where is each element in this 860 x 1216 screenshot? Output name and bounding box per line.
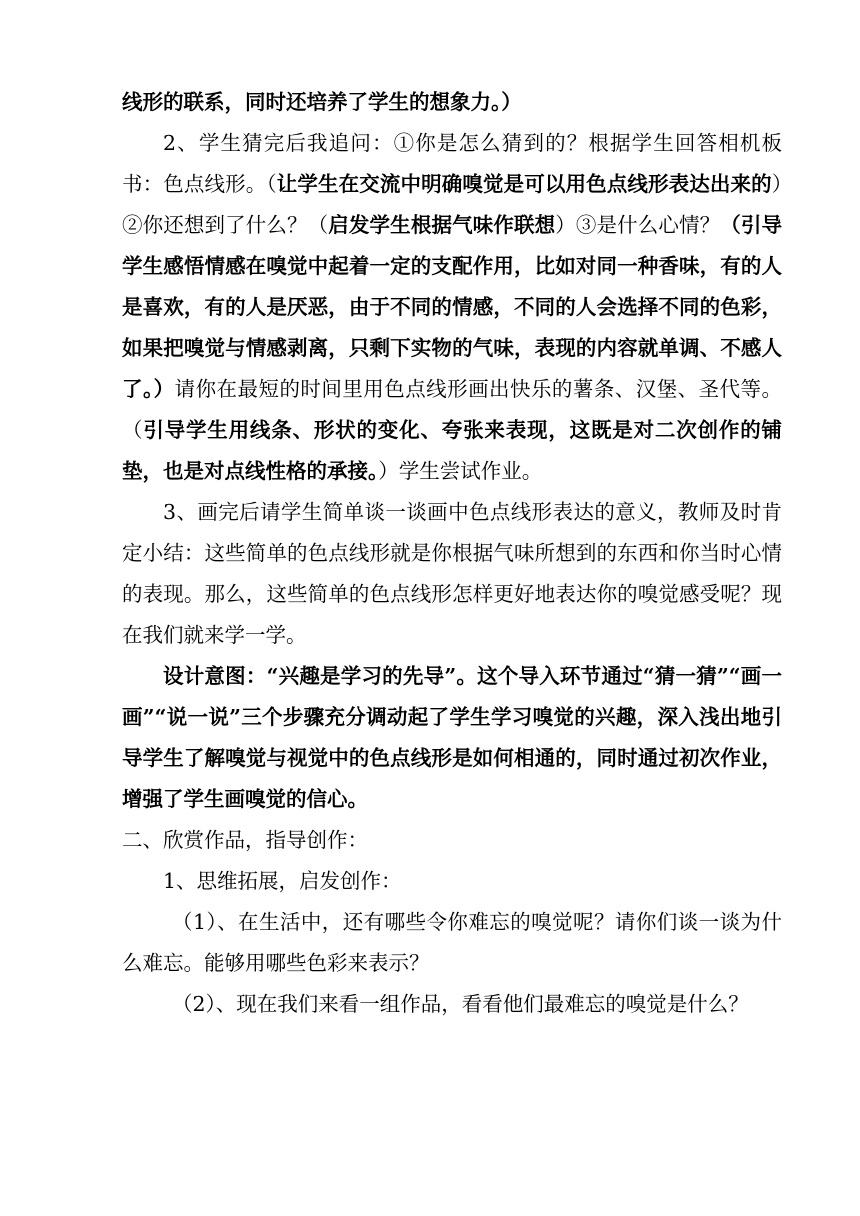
heading-text: 1、思维拓展，启发创作：	[163, 869, 402, 893]
paragraph-text: （1）、在生活中，还有哪些令你难忘的嗅觉呢？请你们谈一谈为什么难忘。能够用哪些色彩来表示？	[122, 910, 782, 975]
paragraph-step-2	[122, 123, 782, 492]
paragraph-text: 3、画完后请学生简单谈一谈画中色点线形表达的意义，教师及时肯定小结：这些简单的色点线形就是你根据气味所想到的东西和你当时心情的表现。那么，这些简单的色点线形怎样更好地表达你的嗅觉感受呢？现在我们就来学一学。	[122, 500, 782, 647]
bold-annotation: 启发学生根据气味作联想	[328, 213, 556, 237]
paragraph-text: ）②你还想到了什么？（	[122, 172, 782, 237]
bold-annotation: 引导学生用线条、形状的变化、夸张来表现，这既是对二次创作的铺垫，也是对点线性格的承接。	[122, 418, 783, 483]
bold-annotation: （引导学生感悟情感在嗅觉中起着一定的支配作用，比如对同一种香味，有的人是喜欢，有的人是厌恶，由于不同的情感，不同的人会选择不同的色彩，如果把嗅觉与情感剥离，只剩下实物的气味，表现的内容就单调、不感人了。）	[122, 213, 783, 401]
paragraph-text: 线形的联系，同时还培养了学生的想象力。）	[122, 90, 522, 114]
document-body	[122, 82, 782, 1025]
paragraph-question-1	[122, 902, 782, 984]
subsection-heading	[122, 861, 782, 902]
section-heading	[122, 820, 782, 861]
paragraph-design-intent	[122, 656, 782, 820]
bold-annotation: 让学生在交流中明确嗅觉是可以用色点线形表达出来的	[276, 172, 772, 196]
paragraph-question-2	[122, 984, 782, 1025]
paragraph-step-3	[122, 492, 782, 656]
paragraph-text: 设计意图：“兴趣是学习的先导”。这个导入环节通过“猜一猜”“画一画”“说一说”三个步骤充分调动起了学生学习嗅觉的兴趣，深入浅出地引导学生了解嗅觉与视觉中的色点线形是如何相通的，同时通过初次作业，增强了学生画嗅觉的信心。	[122, 664, 782, 811]
paragraph-text: 2、学生猜完后我追问：①你是怎么猜到的？根据学生回答相机板书：色点线形。（	[122, 131, 782, 196]
paragraph-text: 请你在最短的时间里用色点线形画出快乐的薯条、汉堡、圣代等。（	[122, 377, 783, 442]
paragraph-text: ）③是什么心情？	[555, 213, 721, 237]
paragraph-text: （2）、现在我们来看一组作品，看看他们最难忘的嗅觉是什么？	[172, 992, 749, 1016]
heading-text: 二、欣赏作品，指导创作：	[122, 828, 368, 852]
paragraph-design-note-end	[122, 82, 782, 123]
paragraph-text: ）学生尝试作业。	[378, 459, 543, 483]
